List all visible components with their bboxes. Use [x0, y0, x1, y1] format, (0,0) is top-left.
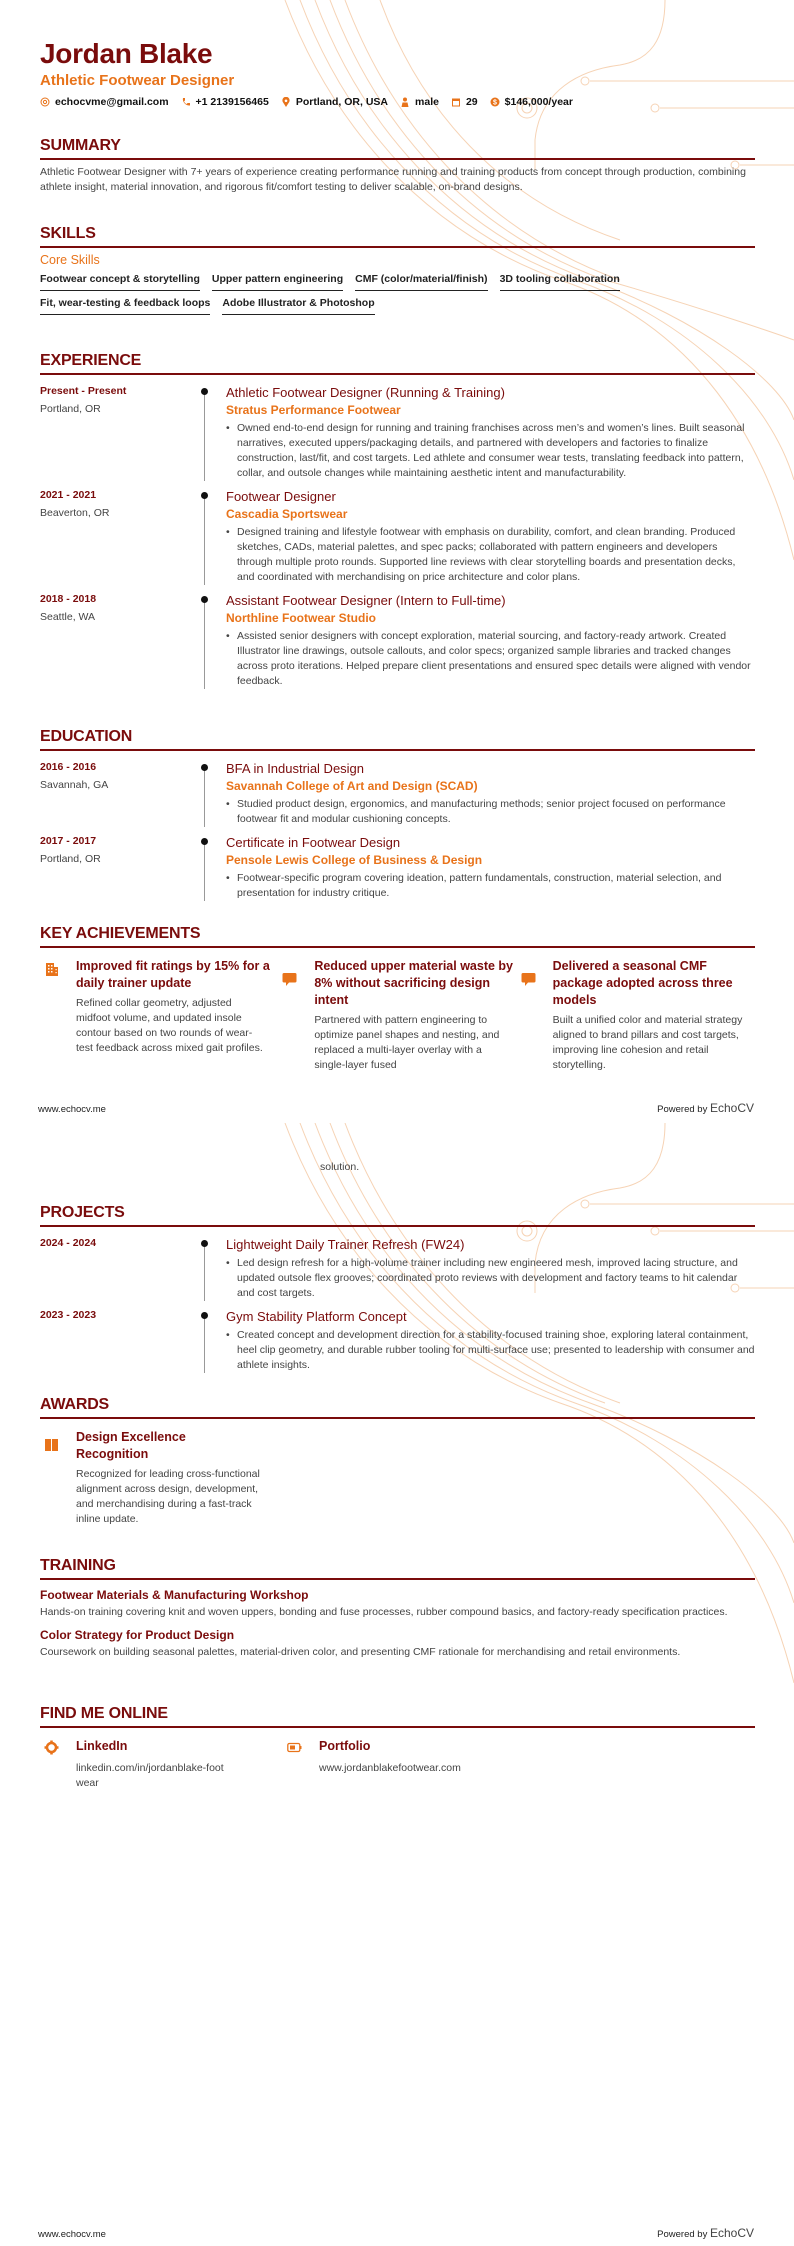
timeline-dot: [200, 1309, 226, 1373]
section-heading: SUMMARY: [40, 137, 755, 160]
achievement-description: Refined collar geometry, adjusted midfoot volume, and updated insole contour based on two rounds of wear-test feedback across mixed gait profiles.: [76, 997, 263, 1054]
education-entry: [40, 835, 755, 901]
online-url[interactable]: linkedin.com/in/jordanblake-footwear: [76, 1762, 224, 1789]
entry-description: • Studied product design, ergonomics, and manufacturing methods; senior project focused on performance footwear fit and modular cushioning concepts.: [226, 797, 755, 827]
entry-degree: Certificate in Footwear Design: [226, 835, 401, 850]
summary-section: [40, 137, 755, 195]
calendar-icon: [451, 97, 461, 107]
project-entry: [40, 1237, 755, 1301]
entry-date: 2023 - 2023: [40, 1309, 97, 1321]
skill-item: Fit, wear-testing & feedback loops: [40, 297, 210, 315]
brand-logo: EchoCV: [709, 1101, 754, 1115]
skill-item: Footwear concept & storytelling: [40, 273, 200, 291]
entry-date: Present - Present: [40, 385, 127, 397]
entry-organization: Northline Footwear Studio: [226, 611, 376, 625]
entry-date: 2018 - 2018: [40, 593, 97, 605]
entry-date: 2016 - 2016: [40, 761, 97, 773]
entry-description: • Created concept and development direction for a stability-focused training shoe, exploring lateral containment, heel clip geometry, and durable rubber tooling for multi-surface use; presented to leadership with consumer and athlete insights.: [226, 1328, 755, 1373]
award-description: Recognized for leading cross-functional alignment across design, development, and merchandising during a fast-track inline update.: [76, 1468, 260, 1525]
project-title: Gym Stability Platform Concept: [226, 1309, 407, 1324]
section-heading: EXPERIENCE: [40, 352, 755, 375]
skill-item: 3D tooling collaboration: [500, 273, 620, 291]
online-link-linkedin[interactable]: [40, 1738, 283, 1791]
education-entry: [40, 761, 755, 827]
project-entry: [40, 1309, 755, 1373]
chat-bubble-icon: [282, 972, 297, 987]
experience-entry: [40, 593, 755, 689]
entry-date: 2024 - 2024: [40, 1237, 97, 1249]
projects-section: [40, 1204, 755, 1373]
project-title: Lightweight Daily Trainer Refresh (FW24): [226, 1237, 465, 1252]
location-icon: [281, 97, 291, 107]
at-icon: [40, 97, 50, 107]
entry-location: Portland, OR: [40, 403, 101, 415]
section-heading: AWARDS: [40, 1396, 755, 1419]
achievement-item: [278, 958, 516, 1073]
entry-location: Portland, OR: [40, 853, 101, 865]
entry-location: Savannah, GA: [40, 779, 109, 791]
achievement-description: Partnered with pattern engineering to optimize panel shapes and nesting, and replaced a multi-layer overlay with a single-layer fused: [314, 1014, 500, 1071]
contact-phone[interactable]: +1 2139156465: [181, 96, 269, 108]
entry-date: 2021 - 2021: [40, 489, 97, 501]
entry-location: Seattle, WA: [40, 611, 96, 623]
entry-role: Assistant Footwear Designer (Intern to Full-time): [226, 593, 506, 608]
achievement-item: [40, 958, 278, 1073]
achievement-description-continued: solution.: [320, 1161, 360, 1173]
footer-powered-by[interactable]: Powered by EchoCV: [657, 1101, 754, 1115]
section-heading: PROJECTS: [40, 1204, 755, 1227]
section-heading: SKILLS: [40, 225, 755, 248]
entry-description: • Footwear-specific program covering ideation, pattern fundamentals, construction, material selection, and presentation for industry critique.: [226, 871, 755, 901]
awards-section: [40, 1396, 755, 1527]
chat-bubble-icon: [521, 972, 536, 987]
entry-organization: Stratus Performance Footwear: [226, 403, 401, 417]
footer-site-link[interactable]: www.echocv.me: [38, 1104, 106, 1115]
timeline-dot: [200, 593, 226, 689]
education-section: [40, 728, 755, 901]
entry-location: Beaverton, OR: [40, 507, 110, 519]
building-icon: [44, 962, 59, 977]
online-section: [40, 1705, 755, 1791]
entry-description: • Assisted senior designers with concept exploration, material sourcing, and factory-ready artwork. Created Illustrator line drawings, outsole callouts, and color specs; organized sample libraries and tracked changes across proto iterations. Helped prepare client presentations and ensured spec details were aligned with vendor feedback.: [226, 629, 755, 689]
timeline-dot: [200, 1237, 226, 1301]
contact-gender: male: [400, 96, 439, 108]
timeline-dot: [200, 835, 226, 901]
achievement-title: Delivered a seasonal CMF package adopted across three models: [552, 959, 733, 1007]
entry-organization: Cascadia Sportswear: [226, 507, 348, 521]
training-section: [40, 1557, 755, 1660]
section-heading: FIND ME ONLINE: [40, 1705, 755, 1728]
book-icon: [44, 1437, 59, 1452]
skill-item: Adobe Illustrator & Photoshop: [222, 297, 374, 315]
candidate-title: Athletic Footwear Designer: [40, 72, 235, 89]
contact-bar: [40, 96, 573, 108]
online-link-portfolio[interactable]: [283, 1738, 526, 1791]
svg-text:$: $: [492, 99, 497, 107]
achievements-section: [40, 925, 755, 1073]
achievement-description: Built a unified color and material strategy aligned to brand pillars and cost targets, improving line cohesion and retail storytelling.: [552, 1014, 743, 1071]
section-heading: EDUCATION: [40, 728, 755, 751]
contact-salary: $ $146,000/year: [490, 96, 573, 108]
entry-description: • Led design refresh for a high-volume trainer including new engineered mesh, improved lacing structure, and updated outsole flex grooves; coordinated proto reviews with development and factory teams to hit calendar and cost targets.: [226, 1256, 755, 1301]
timeline-dot: [200, 489, 226, 585]
contact-email[interactable]: echocvme@gmail.com: [40, 96, 169, 108]
skill-item: Upper pattern engineering: [212, 273, 343, 291]
entry-degree: BFA in Industrial Design: [226, 761, 365, 776]
section-heading: TRAINING: [40, 1557, 755, 1580]
skills-section: [40, 225, 755, 315]
footer-site-link[interactable]: www.echocv.me: [38, 2229, 106, 2240]
experience-section: [40, 352, 755, 689]
training-title: Color Strategy for Product Design: [40, 1628, 235, 1642]
skill-item: CMF (color/material/finish): [355, 273, 487, 291]
award-item: [40, 1429, 283, 1527]
summary-text: Athletic Footwear Designer with 7+ years of experience creating performance running and training products from concept through production, combining athlete insight, material innovation, and rigorous fit/comfort testing to deliver scalable, on-brand designs.: [40, 166, 746, 193]
experience-entry: [40, 385, 755, 481]
achievement-item: [517, 958, 755, 1073]
online-label: LinkedIn: [76, 1739, 128, 1753]
achievement-title: Improved fit ratings by 15% for a daily trainer update: [76, 959, 270, 990]
entry-school: Savannah College of Art and Design (SCAD): [226, 779, 478, 793]
section-heading: KEY ACHIEVEMENTS: [40, 925, 755, 948]
entry-description: • Designed training and lifestyle footwear with emphasis on durability, comfort, and clean branding. Produced sketches, CADs, material palettes, and spec packs; collaborated with pattern engineers and developers through multiple proto rounds. Supported line reviews with clear storytelling boards and presentation decks, and coordinated with merchandising on price architecture and color plans.: [226, 525, 755, 585]
entry-description: • Owned end-to-end design for running and training franchises across men’s and women’s lines. Built seasonal narratives, executed uppers/packaging details, and partnered with developers and factories to finalize construction, last/fit, and cost targets. Led athlete and consumer wear tests, translating feedback into pattern, collar, and outsole changes while maintaining aesthetic intent and manufacturability.: [226, 421, 755, 481]
footer-powered-by[interactable]: Powered by EchoCV: [657, 2226, 754, 2240]
award-title: Design Excellence Recognition: [76, 1430, 186, 1461]
brand-logo: EchoCV: [709, 2226, 754, 2240]
contact-age: 29: [451, 96, 478, 108]
entry-role: Footwear Designer: [226, 489, 336, 504]
online-label: Portfolio: [319, 1739, 371, 1753]
training-description: Coursework on building seasonal palettes, material-driven color, and presenting CMF rationale for merchandising and retail environments.: [40, 1646, 681, 1658]
entry-school: Pensole Lewis College of Business & Design: [226, 853, 483, 867]
skills-list: [40, 273, 755, 315]
candidate-name: Jordan Blake: [40, 38, 213, 69]
battery-icon: [287, 1740, 302, 1755]
person-icon: [400, 97, 410, 107]
gear-icon: [44, 1740, 59, 1755]
phone-icon: [181, 97, 191, 107]
experience-entry: [40, 489, 755, 585]
achievement-title: Reduced upper material waste by 8% without sacrificing design intent: [314, 959, 514, 1007]
skill-group-title: Core Skills: [40, 253, 100, 267]
timeline-dot: [200, 385, 226, 481]
online-url[interactable]: www.jordanblakefootwear.com: [319, 1762, 461, 1774]
training-description: Hands-on training covering knit and woven uppers, bonding and fuse processes, rubber compound basics, and factory-ready specification practices.: [40, 1606, 728, 1618]
timeline-dot: [200, 761, 226, 827]
entry-date: 2017 - 2017: [40, 835, 97, 847]
contact-location: Portland, OR, USA: [281, 96, 388, 108]
training-title: Footwear Materials & Manufacturing Workshop: [40, 1588, 309, 1602]
entry-role: Athletic Footwear Designer (Running & Training): [226, 385, 505, 400]
money-icon: [490, 97, 500, 107]
